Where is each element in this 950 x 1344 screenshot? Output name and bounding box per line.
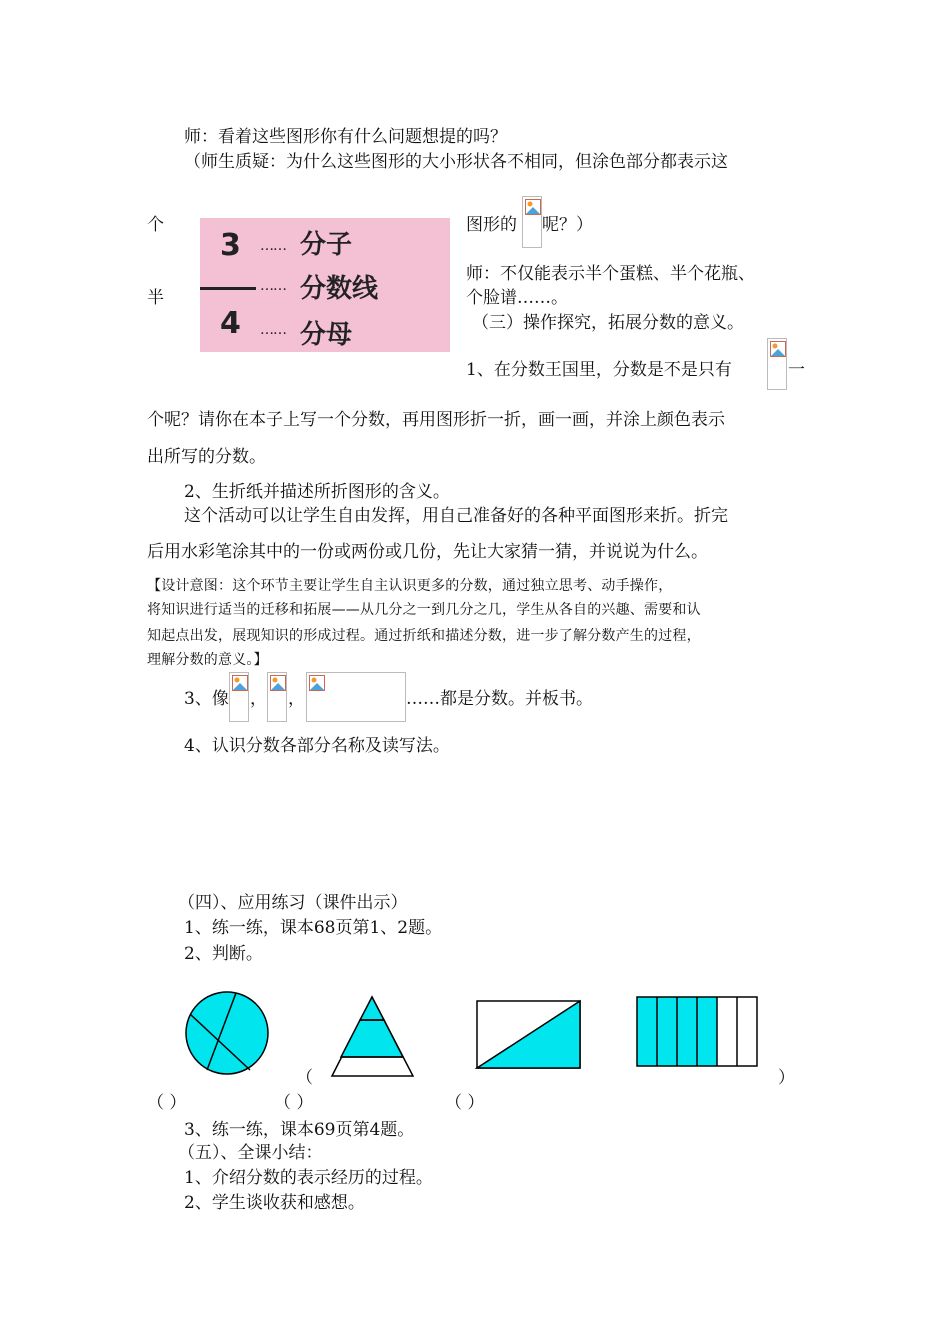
practice-2: 2、判断。 [184,944,263,964]
section-five-heading: （五）、全课小结： [178,1143,323,1163]
item-3-text-end: ……都是分数。并板书。 [406,689,593,709]
item-1-text-cont: 个呢？请你在本子上写一个分数，再用图形折一折，画一画，并涂上颜色表示 [147,410,725,430]
dots-2: …… [260,278,286,294]
teacher-remark: 师：不仅能表示半个蛋糕、半个花瓶、 [466,264,755,284]
text-ne: 呢？） [542,215,593,235]
item-1-text-end: 出所写的分数。 [147,447,266,467]
student-question-line1: （师生质疑：为什么这些图形的大小形状各不相同，但涂色部分都表示这 [184,152,728,172]
activity-paragraph-1: 这个活动可以让学生自由发挥，用自己准备好的各种平面图形来折。折完 [184,506,728,526]
teacher-remark-2: 个脸谱……。 [466,288,568,308]
answer-blank-3: （ ） [445,1093,485,1113]
label-fraction-line: 分数线 [300,274,379,304]
design-note-3: 知起点出发，展现知识的形成过程。通过折纸和描述分数，进一步了解分数产生的过程， [147,628,701,644]
section-four-heading: （四）、应用练习（课件出示） [178,893,408,913]
section-three-heading: （三）操作探究，拓展分数的意义。 [472,313,744,333]
text-ge: 个 [147,215,164,235]
text-tuxing-de: 图形的 [466,215,517,235]
text-ban: 半 [147,288,164,308]
design-note-4: 理解分数的意义。】 [147,652,268,668]
fraction-numerator: 3 [220,228,241,263]
dots-3: …… [260,322,286,338]
practice-1: 1、练一练，课本68页第1、2题。 [184,918,443,938]
comma-1: ， [250,689,267,709]
triangle-shape [332,997,413,1076]
item-1-text: 1、在分数王国里，分数是不是只有 [466,360,732,380]
activity-paragraph-2: 后用水彩笔涂其中的一份或两份或几份，先让大家猜一猜，并说说为什么。 [147,542,708,562]
close-paren: ） [778,1068,795,1088]
comma-2: ， [288,689,305,709]
practice-3: 3、练一练，课本69页第4题。 [184,1120,415,1140]
item-4-text: 4、认识分数各部分名称及读写法。 [184,736,450,756]
label-numerator: 分子 [300,230,353,260]
item-3-text: 3、像 [184,689,229,709]
summary-2: 2、学生谈收获和感想。 [184,1193,365,1213]
open-paren: （ [296,1068,313,1088]
summary-1: 1、介绍分数的表示经历的过程。 [184,1168,433,1188]
item-2-text: 2、生折纸并描述所折图形的含义。 [184,482,450,502]
label-denominator: 分母 [300,320,353,350]
design-note-1: 【设计意图：这个环节主要让学生自主认识更多的分数，通过独立思考、动手操作， [147,578,673,594]
design-note-2: 将知识进行适当的迁移和拓展——从几分之一到几分之几，学生从各自的兴趣、需要和认 [147,602,701,618]
striped-rectangle-shape [637,997,757,1066]
text-yi: 一 [788,360,805,380]
answer-blank-2: （ ） [274,1093,314,1113]
answer-blank-1: （ ） [147,1093,187,1113]
teacher-question: 师：看着这些图形你有什么问题想提的吗？ [184,127,507,147]
circle-shape [186,992,268,1074]
fraction-denominator: 4 [220,306,241,341]
dots-1: …… [260,238,286,254]
rectangle-diagonal-shape [477,1001,580,1068]
